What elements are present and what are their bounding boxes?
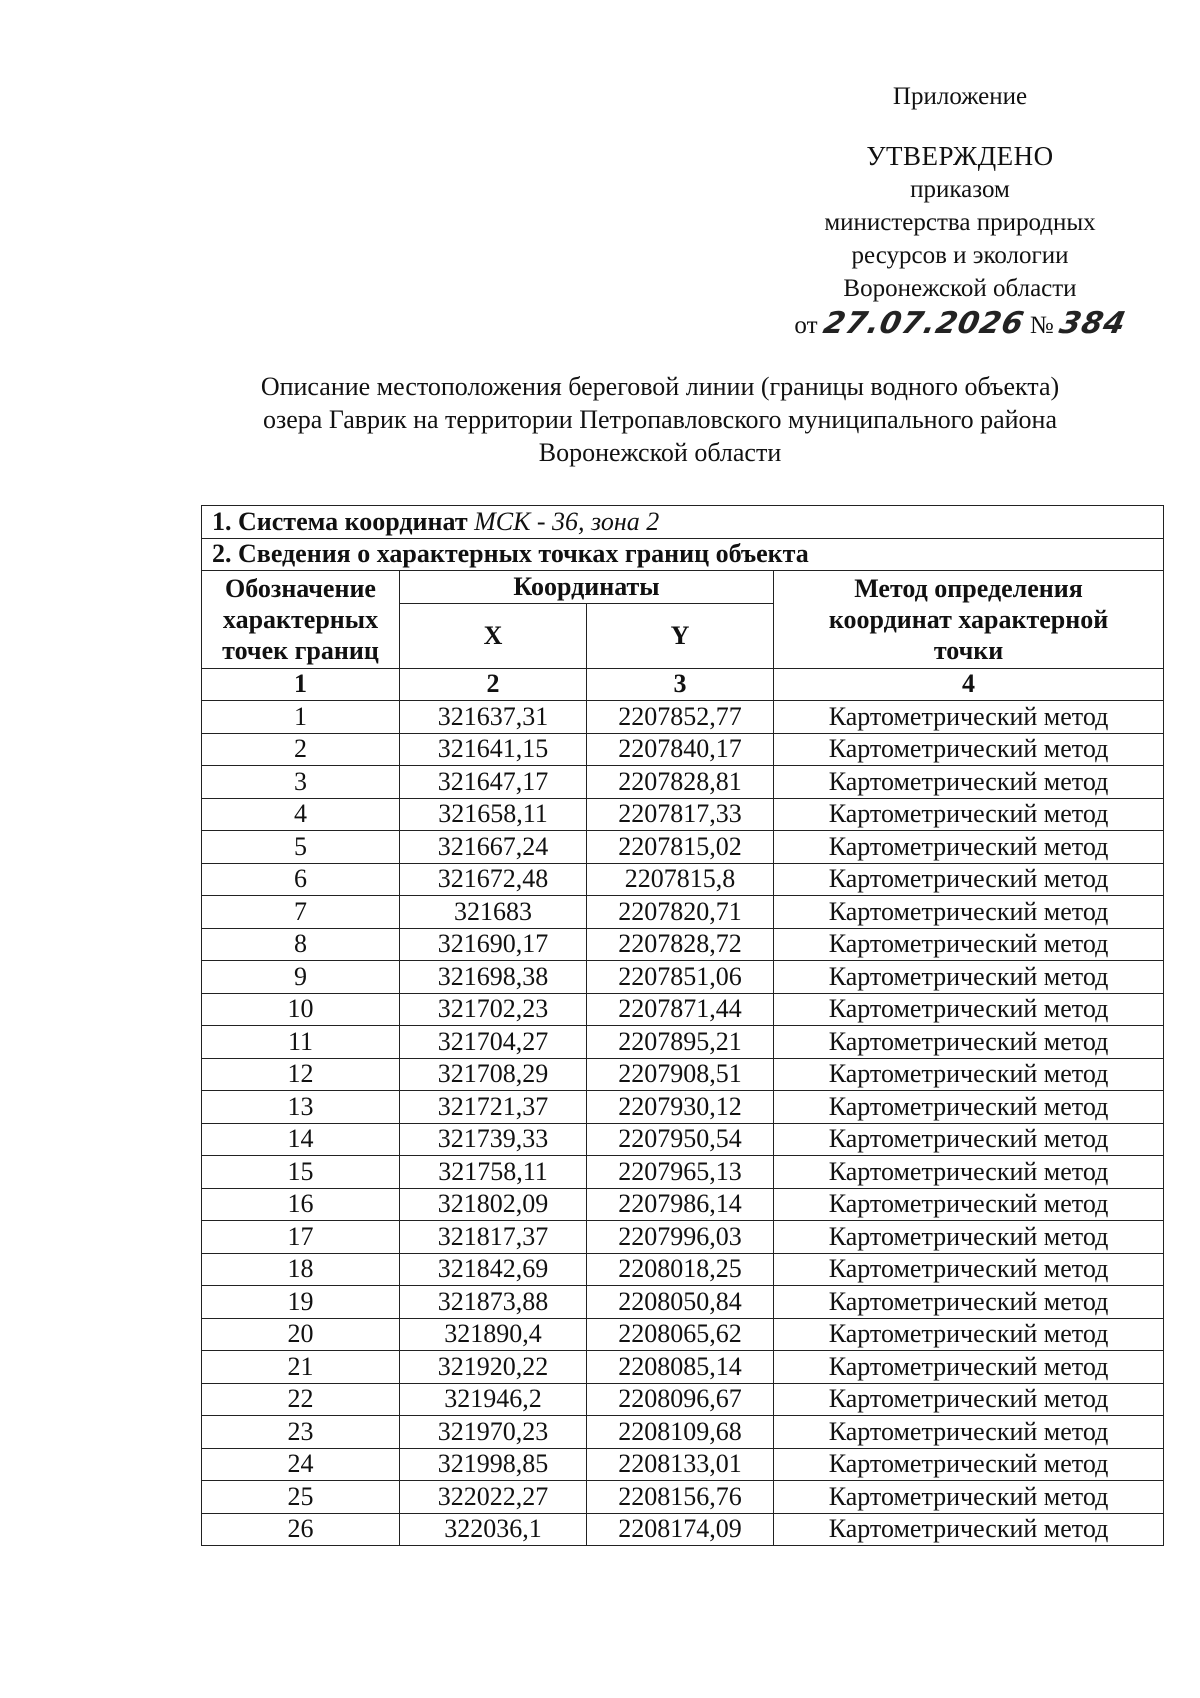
y-coordinate-cell: 2207871,44 xyxy=(587,993,774,1026)
point-number-cell: 25 xyxy=(202,1481,400,1514)
title-line: озера Гаврик на территории Петропавловского муниципального района xyxy=(262,405,1058,434)
point-number-cell: 13 xyxy=(202,1091,400,1124)
method-cell: Картометрический метод xyxy=(774,766,1164,799)
table-row xyxy=(202,961,1164,994)
point-number-cell: 26 xyxy=(202,1513,400,1546)
table-row xyxy=(202,1383,1164,1416)
approval-line: ресурсов и экологии xyxy=(851,242,1069,269)
point-number-cell: 8 xyxy=(202,928,400,961)
x-coordinate-cell: 321920,22 xyxy=(400,1351,587,1384)
y-coordinate-cell: 2207908,51 xyxy=(587,1058,774,1091)
method-cell: Картометрический метод xyxy=(774,733,1164,766)
table-row xyxy=(202,1188,1164,1221)
table-row xyxy=(202,896,1164,929)
table-row xyxy=(202,1448,1164,1481)
y-coordinate-cell: 2207815,02 xyxy=(587,831,774,864)
x-coordinate-cell: 321698,38 xyxy=(400,961,587,994)
table-row xyxy=(202,798,1164,831)
y-coordinate-cell: 2208018,25 xyxy=(587,1253,774,1286)
column-number: 3 xyxy=(587,668,774,701)
table-row xyxy=(202,1123,1164,1156)
handwritten-date: 27.07.2026 xyxy=(820,306,1028,341)
x-coordinate-cell: 321998,85 xyxy=(400,1448,587,1481)
section1-row xyxy=(202,506,1164,539)
x-coordinate-cell: 321708,29 xyxy=(400,1058,587,1091)
x-coordinate-cell: 321658,11 xyxy=(400,798,587,831)
y-coordinate-cell: 2208133,01 xyxy=(587,1448,774,1481)
number-label: № xyxy=(1029,312,1054,339)
table-row xyxy=(202,1318,1164,1351)
point-number-cell: 20 xyxy=(202,1318,400,1351)
table-row xyxy=(202,1026,1164,1059)
method-cell: Картометрический метод xyxy=(774,1383,1164,1416)
point-number-cell: 18 xyxy=(202,1253,400,1286)
method-cell: Картометрический метод xyxy=(774,961,1164,994)
table-row xyxy=(202,766,1164,799)
table-row xyxy=(202,993,1164,1026)
point-number-cell: 24 xyxy=(202,1448,400,1481)
point-number-cell: 17 xyxy=(202,1221,400,1254)
coordinate-system-cell xyxy=(202,506,1164,539)
header-line: характерных xyxy=(222,604,379,634)
header-line: Обозначение xyxy=(225,573,376,603)
column-number: 1 xyxy=(202,668,400,701)
method-cell: Картометрический метод xyxy=(774,1318,1164,1351)
header-line: координат характерной xyxy=(828,604,1109,634)
x-coordinate-cell: 321802,09 xyxy=(400,1188,587,1221)
x-coordinate-cell: 321637,31 xyxy=(400,701,587,734)
x-coordinate-cell: 321739,33 xyxy=(400,1123,587,1156)
approval-block xyxy=(790,70,1130,342)
boundary-points-table xyxy=(201,505,1164,1546)
point-number-cell: 6 xyxy=(202,863,400,896)
table-row xyxy=(202,1513,1164,1546)
y-coordinate-cell: 2207930,12 xyxy=(587,1091,774,1124)
header-row xyxy=(202,571,1164,604)
table-row xyxy=(202,1091,1164,1124)
date-prefix: от xyxy=(794,312,818,339)
x-coordinate-cell: 321890,4 xyxy=(400,1318,587,1351)
method-cell: Картометрический метод xyxy=(774,1188,1164,1221)
x-coordinate-cell: 321690,17 xyxy=(400,928,587,961)
y-coordinate-cell: 2207840,17 xyxy=(587,733,774,766)
method-cell: Картометрический метод xyxy=(774,1123,1164,1156)
x-coordinate-cell: 321873,88 xyxy=(400,1286,587,1319)
y-coordinate-cell: 2207965,13 xyxy=(587,1156,774,1189)
x-header: X xyxy=(400,603,587,668)
header-line: точек границ xyxy=(222,635,379,665)
y-coordinate-cell: 2207986,14 xyxy=(587,1188,774,1221)
y-header: Y xyxy=(587,603,774,668)
x-coordinate-cell: 321721,37 xyxy=(400,1091,587,1124)
y-coordinate-cell: 2207815,8 xyxy=(587,863,774,896)
table-row xyxy=(202,1156,1164,1189)
y-coordinate-cell: 2207996,03 xyxy=(587,1221,774,1254)
x-coordinate-cell: 321704,27 xyxy=(400,1026,587,1059)
y-coordinate-cell: 2208050,84 xyxy=(587,1286,774,1319)
y-coordinate-cell: 2207828,72 xyxy=(587,928,774,961)
title-line: Воронежской области xyxy=(538,438,782,467)
method-cell: Картометрический метод xyxy=(774,798,1164,831)
handwritten-number: 384 xyxy=(1056,306,1130,341)
point-number-cell: 16 xyxy=(202,1188,400,1221)
table-row xyxy=(202,1351,1164,1384)
point-number-cell: 7 xyxy=(202,896,400,929)
point-number-cell: 15 xyxy=(202,1156,400,1189)
table-row xyxy=(202,831,1164,864)
approval-line: приказом xyxy=(910,176,1010,203)
point-number-cell: 12 xyxy=(202,1058,400,1091)
method-cell: Картометрический метод xyxy=(774,1513,1164,1546)
designation-header xyxy=(202,571,400,669)
x-coordinate-cell: 322022,27 xyxy=(400,1481,587,1514)
x-coordinate-cell: 321641,15 xyxy=(400,733,587,766)
y-coordinate-cell: 2208156,76 xyxy=(587,1481,774,1514)
point-number-cell: 11 xyxy=(202,1026,400,1059)
x-coordinate-cell: 321683 xyxy=(400,896,587,929)
table-row xyxy=(202,1253,1164,1286)
annex-label: Приложение xyxy=(892,83,1028,110)
column-number-row xyxy=(202,668,1164,701)
x-coordinate-cell: 321758,11 xyxy=(400,1156,587,1189)
method-cell: Картометрический метод xyxy=(774,1416,1164,1449)
table-row xyxy=(202,928,1164,961)
y-coordinate-cell: 2208174,09 xyxy=(587,1513,774,1546)
table-row xyxy=(202,733,1164,766)
coordinate-system-label: 1. Система координат xyxy=(212,506,468,536)
x-coordinate-cell: 321970,23 xyxy=(400,1416,587,1449)
header-line: Метод определения xyxy=(854,573,1083,603)
table-row xyxy=(202,1286,1164,1319)
point-number-cell: 21 xyxy=(202,1351,400,1384)
point-number-cell: 19 xyxy=(202,1286,400,1319)
title-line: Описание местоположения береговой линии (границы водного объекта) xyxy=(260,372,1060,401)
table-row xyxy=(202,1416,1164,1449)
method-cell: Картометрический метод xyxy=(774,701,1164,734)
y-coordinate-cell: 2207950,54 xyxy=(587,1123,774,1156)
column-number: 4 xyxy=(774,668,1164,701)
method-cell: Картометрический метод xyxy=(774,1481,1164,1514)
y-coordinate-cell: 2207851,06 xyxy=(587,961,774,994)
point-number-cell: 5 xyxy=(202,831,400,864)
method-cell: Картометрический метод xyxy=(774,1448,1164,1481)
method-cell: Картометрический метод xyxy=(774,1253,1164,1286)
x-coordinate-cell: 321667,24 xyxy=(400,831,587,864)
y-coordinate-cell: 2207817,33 xyxy=(587,798,774,831)
coordinates-header: Координаты xyxy=(400,571,774,604)
y-coordinate-cell: 2208096,67 xyxy=(587,1383,774,1416)
section2-row xyxy=(202,538,1164,571)
x-coordinate-cell: 321817,37 xyxy=(400,1221,587,1254)
table-row xyxy=(202,863,1164,896)
y-coordinate-cell: 2207895,21 xyxy=(587,1026,774,1059)
method-cell: Картометрический метод xyxy=(774,831,1164,864)
method-cell: Картометрический метод xyxy=(774,896,1164,929)
method-cell: Картометрический метод xyxy=(774,1221,1164,1254)
x-coordinate-cell: 321842,69 xyxy=(400,1253,587,1286)
method-cell: Картометрический метод xyxy=(774,1156,1164,1189)
x-coordinate-cell: 321647,17 xyxy=(400,766,587,799)
approval-line: министерства природных xyxy=(824,209,1096,236)
method-cell: Картометрический метод xyxy=(774,863,1164,896)
x-coordinate-cell: 321702,23 xyxy=(400,993,587,1026)
order-date-line xyxy=(790,307,1130,342)
table-row xyxy=(202,1481,1164,1514)
document-title xyxy=(180,370,1140,469)
table-row xyxy=(202,1221,1164,1254)
y-coordinate-cell: 2207828,81 xyxy=(587,766,774,799)
method-cell: Картометрический метод xyxy=(774,1091,1164,1124)
x-coordinate-cell: 321946,2 xyxy=(400,1383,587,1416)
header-line: точки xyxy=(933,635,1004,665)
point-number-cell: 14 xyxy=(202,1123,400,1156)
method-cell: Картометрический метод xyxy=(774,928,1164,961)
point-number-cell: 23 xyxy=(202,1416,400,1449)
points-section-heading: 2. Сведения о характерных точках границ объекта xyxy=(202,538,1164,571)
point-number-cell: 1 xyxy=(202,701,400,734)
approval-line: Воронежской области xyxy=(843,275,1077,302)
point-number-cell: 22 xyxy=(202,1383,400,1416)
coordinate-system-value: МСК - 36, зона 2 xyxy=(474,506,660,536)
x-coordinate-cell: 322036,1 xyxy=(400,1513,587,1546)
point-number-cell: 3 xyxy=(202,766,400,799)
table-row xyxy=(202,701,1164,734)
point-number-cell: 2 xyxy=(202,733,400,766)
table-row xyxy=(202,1058,1164,1091)
y-coordinate-cell: 2207852,77 xyxy=(587,701,774,734)
method-header xyxy=(774,571,1164,669)
y-coordinate-cell: 2208085,14 xyxy=(587,1351,774,1384)
method-cell: Картометрический метод xyxy=(774,1058,1164,1091)
method-cell: Картометрический метод xyxy=(774,1026,1164,1059)
method-cell: Картометрический метод xyxy=(774,1351,1164,1384)
y-coordinate-cell: 2208065,62 xyxy=(587,1318,774,1351)
column-number: 2 xyxy=(400,668,587,701)
point-number-cell: 10 xyxy=(202,993,400,1026)
x-coordinate-cell: 321672,48 xyxy=(400,863,587,896)
point-number-cell: 4 xyxy=(202,798,400,831)
method-cell: Картометрический метод xyxy=(774,993,1164,1026)
y-coordinate-cell: 2208109,68 xyxy=(587,1416,774,1449)
point-number-cell: 9 xyxy=(202,961,400,994)
method-cell: Картометрический метод xyxy=(774,1286,1164,1319)
approved-heading: УТВЕРЖДЕНО xyxy=(866,141,1054,171)
y-coordinate-cell: 2207820,71 xyxy=(587,896,774,929)
